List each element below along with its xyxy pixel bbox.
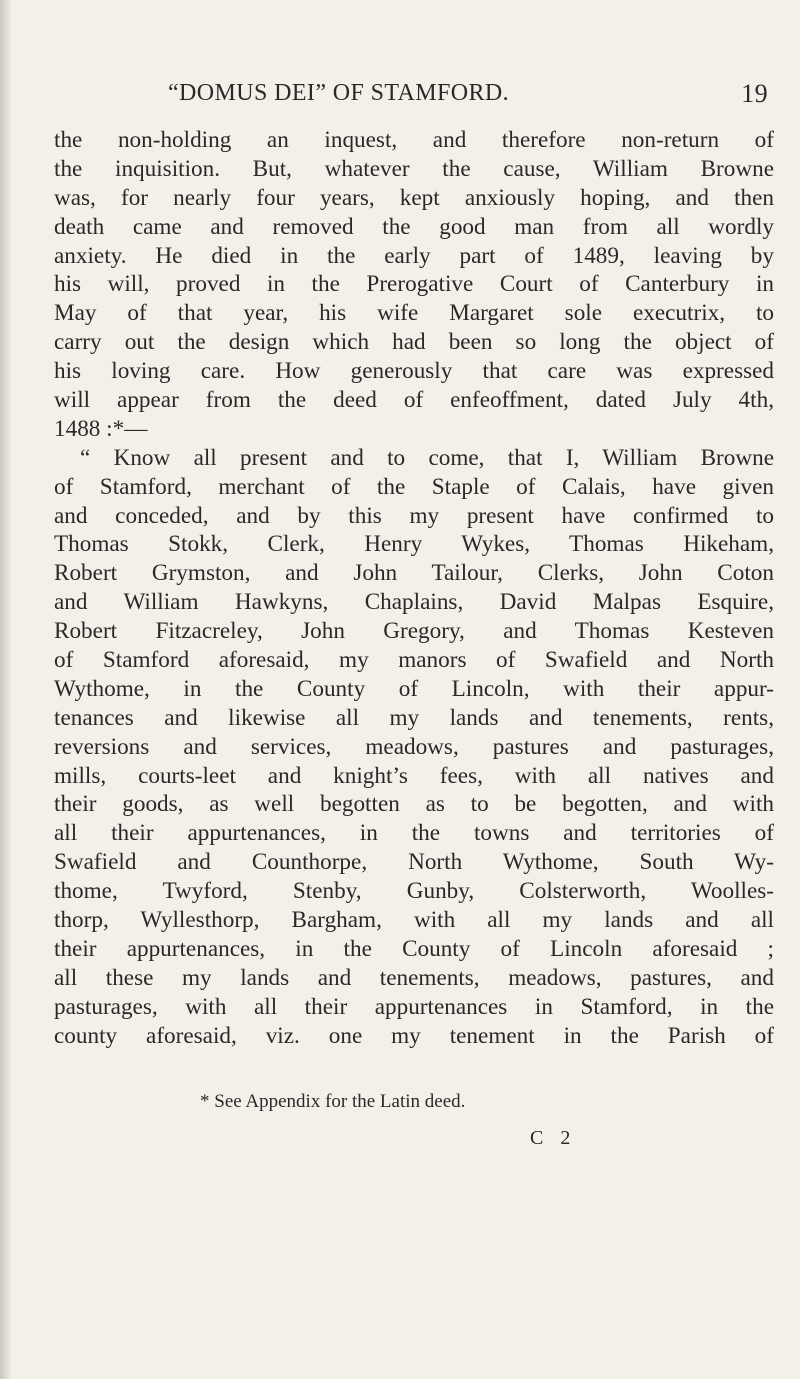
footnote: * See Appendix for the Latin deed. — [200, 1091, 466, 1112]
text-line: and William Hawkyns, Chaplains, David Malpas Esquire, — [54, 589, 774, 616]
text-line: Wythome, in the County of Lincoln, with their appur- — [54, 675, 774, 702]
text-line: May of that year, his wife Margaret sole executrix, to — [54, 300, 774, 327]
page-number: 19 — [741, 79, 768, 108]
text-line: reversions and services, meadows, pastures and pasturages, — [54, 733, 774, 760]
text-line: thome, Twyford, Stenby, Gunby, Colsterworth, Woolles- — [54, 878, 774, 905]
page-binding-edge — [0, 0, 12, 1379]
text-line: their goods, as well begotten as to be begotten, and with — [54, 791, 774, 818]
text-line: Robert Fitzacreley, John Gregory, and Thomas Kesteven — [54, 618, 774, 645]
body-text — [54, 126, 774, 1051]
text-line: tenances and likewise all my lands and tenements, rents, — [54, 704, 774, 731]
text-line: his will, proved in the Prerogative Court of Canterbury in — [54, 271, 774, 298]
text-line: was, for nearly four years, kept anxiously hoping, and then — [54, 184, 774, 211]
text-line: all these my lands and tenements, meadows, pastures, and — [54, 964, 774, 991]
signature-mark: C 2 — [530, 1127, 577, 1149]
text-line: the inquisition. But, whatever the cause, William Browne — [54, 155, 774, 182]
text-line: of Stamford aforesaid, my manors of Swafield and North — [54, 647, 774, 674]
text-line: and conceded, and by this my present have confirmed to — [54, 502, 774, 529]
text-line: Robert Grymston, and John Tailour, Clerks, John Coton — [54, 560, 774, 587]
text-line: anxiety. He died in the early part of 1489, leaving by — [54, 242, 774, 269]
text-line: Swafield and Counthorpe, North Wythome, South Wy- — [54, 849, 774, 876]
text-line: of Stamford, merchant of the Staple of Calais, have given — [54, 473, 774, 500]
text-line: the non-holding an inquest, and therefore non-return of — [54, 127, 774, 153]
text-line: pasturages, with all their appurtenances in Stamford, in the — [54, 993, 774, 1020]
text-line: will appear from the deed of enfeoffment, dated July 4th, — [54, 387, 774, 414]
text-line: all their appurtenances, in the towns and territories of — [54, 820, 774, 847]
text-line: his loving care. How generously that care was expressed — [54, 358, 774, 385]
text-line: “ Know all present and to come, that I, William Browne — [80, 444, 774, 471]
text-line: Thomas Stokk, Clerk, Henry Wykes, Thomas Hikeham, — [54, 531, 774, 558]
text-line: death came and removed the good man from all wordly — [54, 213, 774, 240]
page-header — [168, 80, 768, 120]
text-line: carry out the design which had been so long the object of — [54, 329, 774, 356]
text-line: county aforesaid, viz. one my tenement in the Parish of — [54, 1022, 774, 1049]
text-line: 1488 :*— — [54, 415, 148, 442]
text-line: mills, courts-leet and knight’s fees, with all natives and — [54, 762, 774, 789]
running-head: “DOMUS DEI” OF STAMFORD. — [168, 80, 510, 106]
text-line: thorp, Wyllesthorp, Bargham, with all my lands and all — [54, 907, 774, 934]
text-line: their appurtenances, in the County of Lincoln aforesaid ; — [54, 935, 774, 962]
